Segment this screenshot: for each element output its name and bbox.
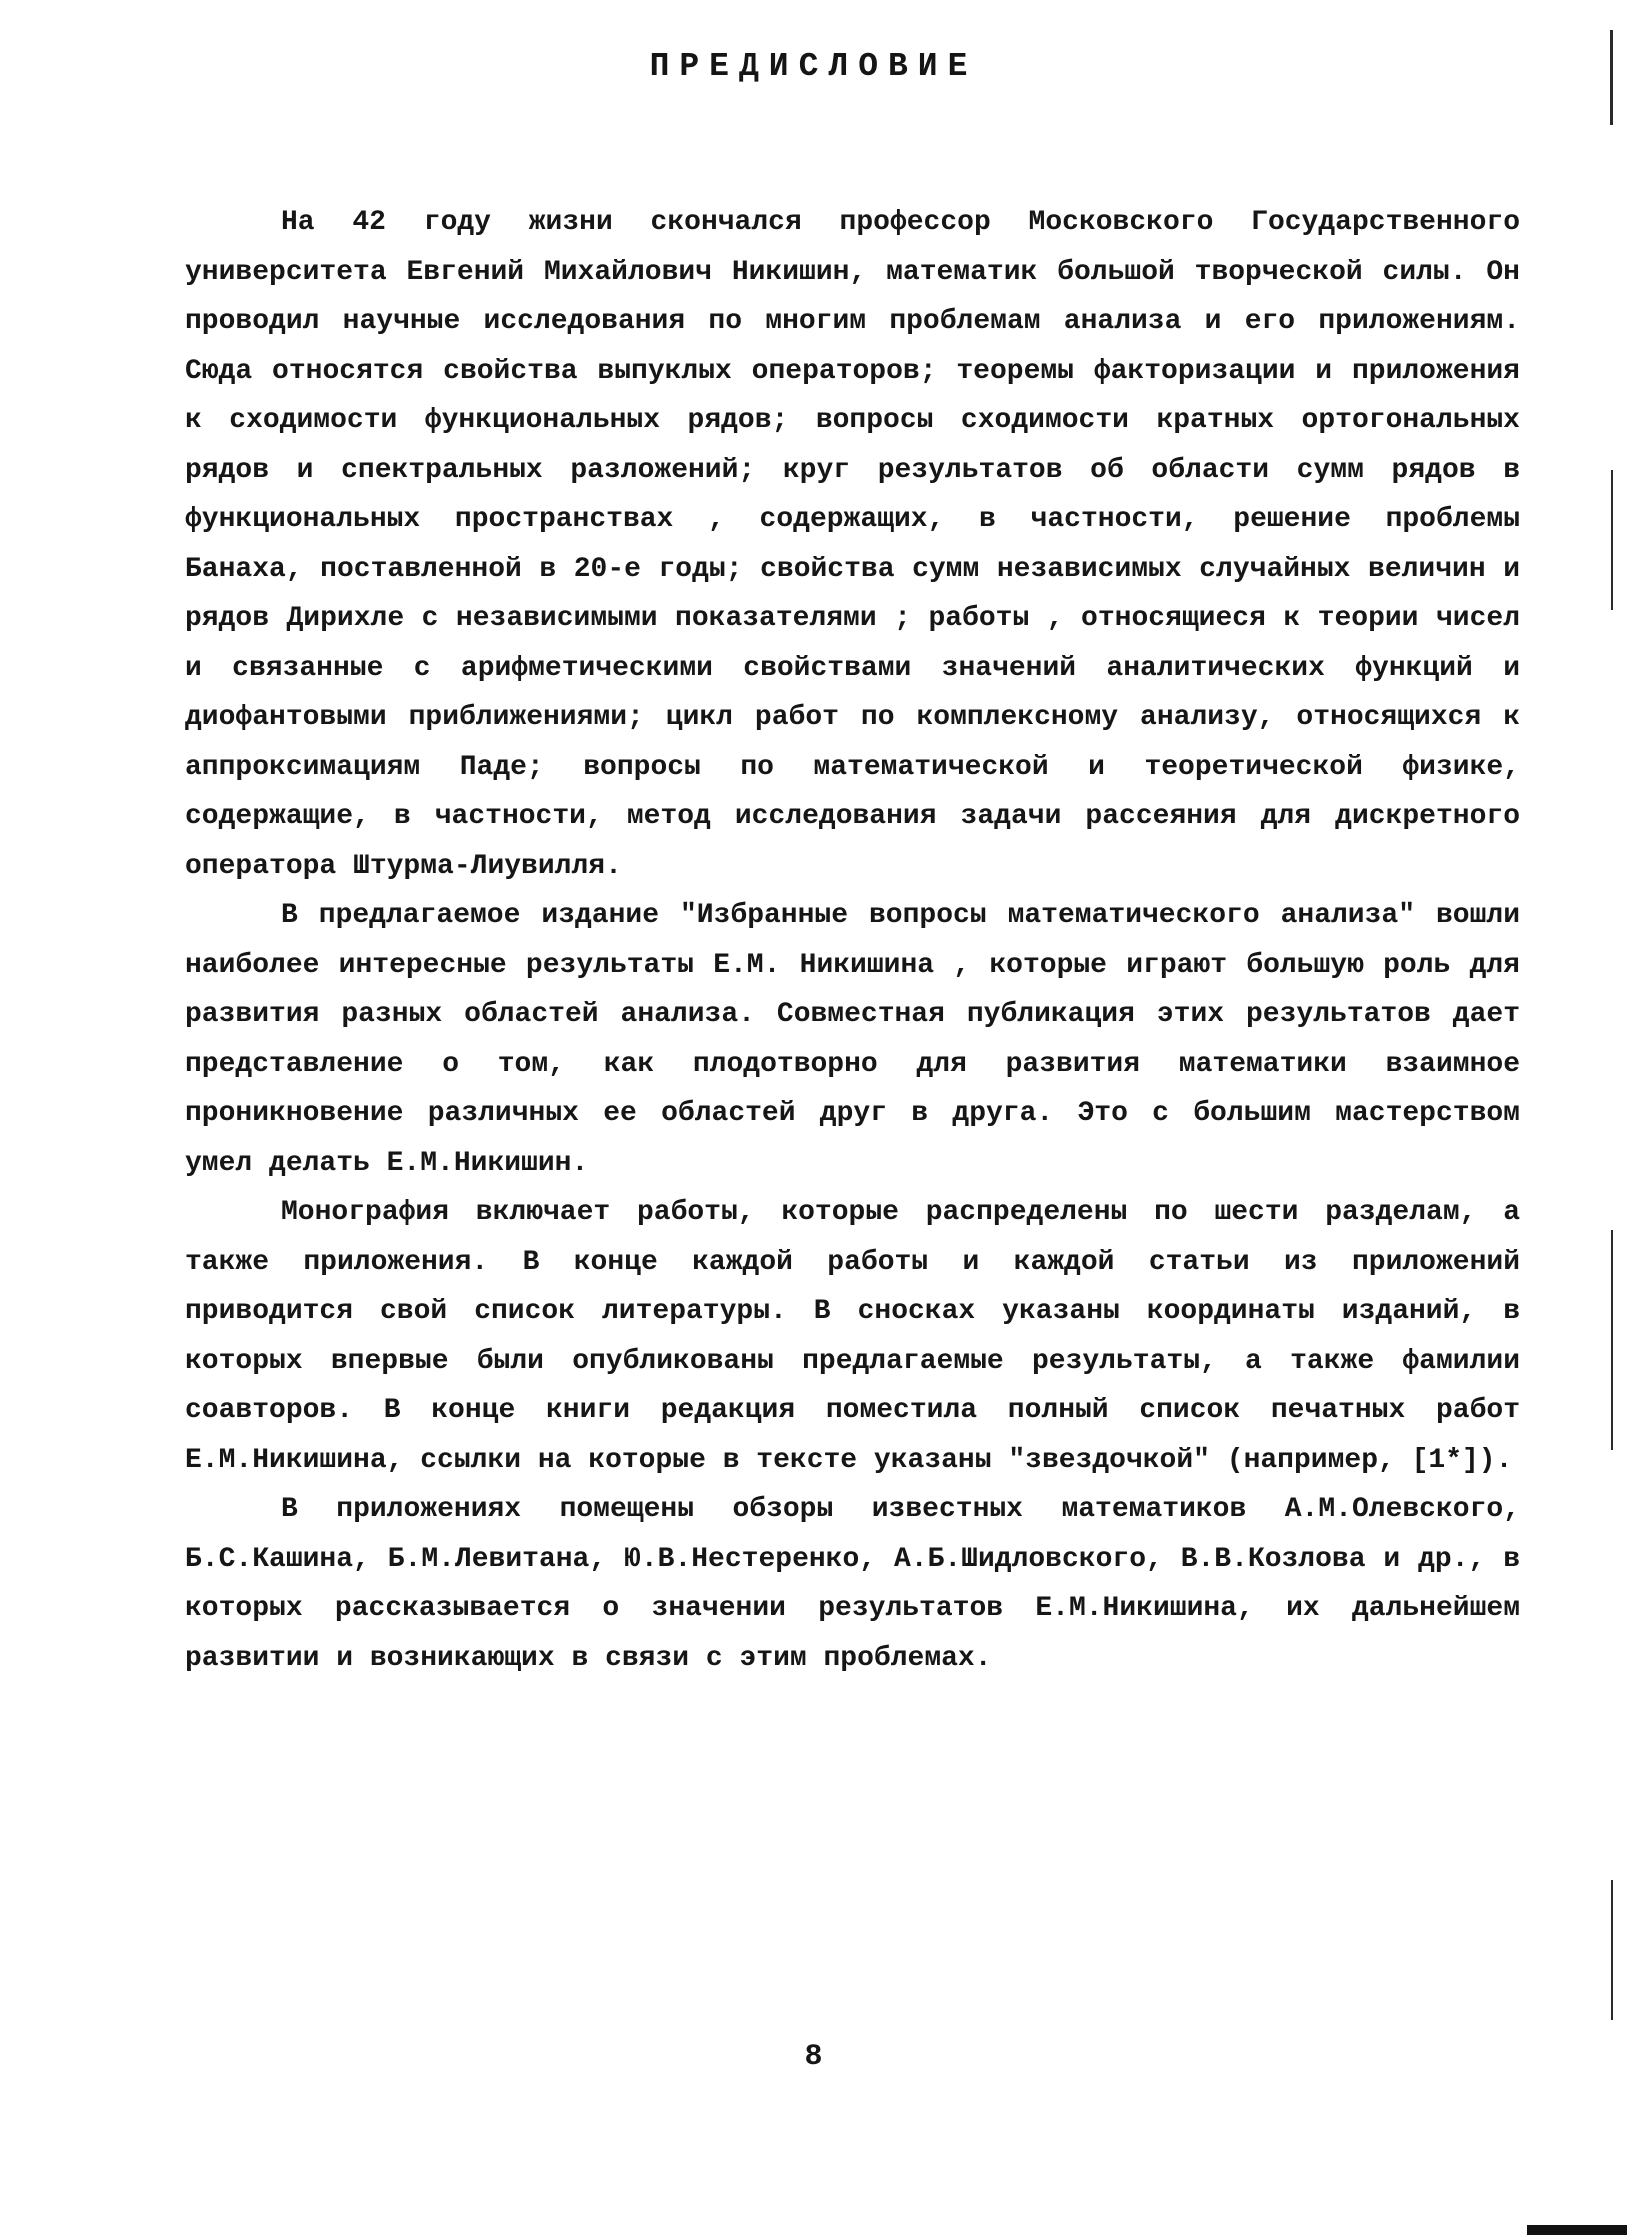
body-text <box>185 198 1520 1683</box>
paragraph-1: На 42 году жизни скончался профессор Московского Государственного университета Евгений Михайлович Никишин, математик большой творческой силы. Он проводил научные исследования по многим проблемам анализа и его приложениям. Сюда относятся свойства выпуклых операторов; теоремы факторизации и приложения к сходимости функциональных рядов; вопросы сходимости кратных ортогональных рядов и спектральных разложений; круг результатов об области сумм рядов в функциональных пространствах , содержащих, в частности, решение проблемы Банаха, поставленной в 20-е годы; свойства сумм независимых случайных величин и рядов Дирихле с независимыми показателями ; работы , относящиеся к теории чисел и связанные с арифметическими свойствами значений аналитических функций и диофантовыми приближениями; цикл работ по комплексному анализу, относящихся к аппроксимациям Паде; вопросы по математической и теоретической физике, содержащие, в частности, метод исследования задачи рассеяния для дискретного оператора Штурма-Лиувилля. <box>185 207 1520 882</box>
scan-edge-mark <box>1611 1230 1613 1450</box>
scan-edge-mark <box>1610 30 1613 125</box>
scan-corner-mark <box>1527 2225 1627 2235</box>
page-number: 8 <box>804 2040 823 2074</box>
page-title: ПРЕДИСЛОВИЕ <box>649 48 978 85</box>
scan-edge-mark <box>1611 470 1613 610</box>
paragraph-2: В предлагаемое издание "Избранные вопросы математического анализа" вошли наиболее интересные результаты Е.М. Никишина , которые играют большую роль для развития разных областей анализа. Совместная публикация этих результатов дает представление о том, как плодотворно для развития математики взаимное проникновение различных ее областей друг в друга. Это с большим мастерством умел делать Е.М.Никишин. <box>185 900 1520 1179</box>
paragraph-3: Монография включает работы, которые распределены по шести разделам, а также приложения. В конце каждой работы и каждой статьи из приложений приводится свой список литературы. В сносках указаны координаты изданий, в которых впервые были опубликованы предлагаемые результаты, а также фамилии соавторов. В конце книги редакция поместила полный список печатных работ Е.М.Никишина, ссылки на которые в тексте указаны "звездочкой" (например, [1*]). <box>185 1197 1520 1476</box>
scan-edge-mark <box>1611 1880 1613 2020</box>
paragraph-4: В приложениях помещены обзоры известных математиков А.М.Олевского, Б.С.Кашина, Б.М.Левитана, Ю.В.Нестеренко, А.Б.Шидловского, В.В.Козлова и др., в которых рассказывается о значении результатов Е.М.Никишина, их дальнейшем развитии и возникающих в связи с этим проблемах. <box>185 1494 1520 1674</box>
